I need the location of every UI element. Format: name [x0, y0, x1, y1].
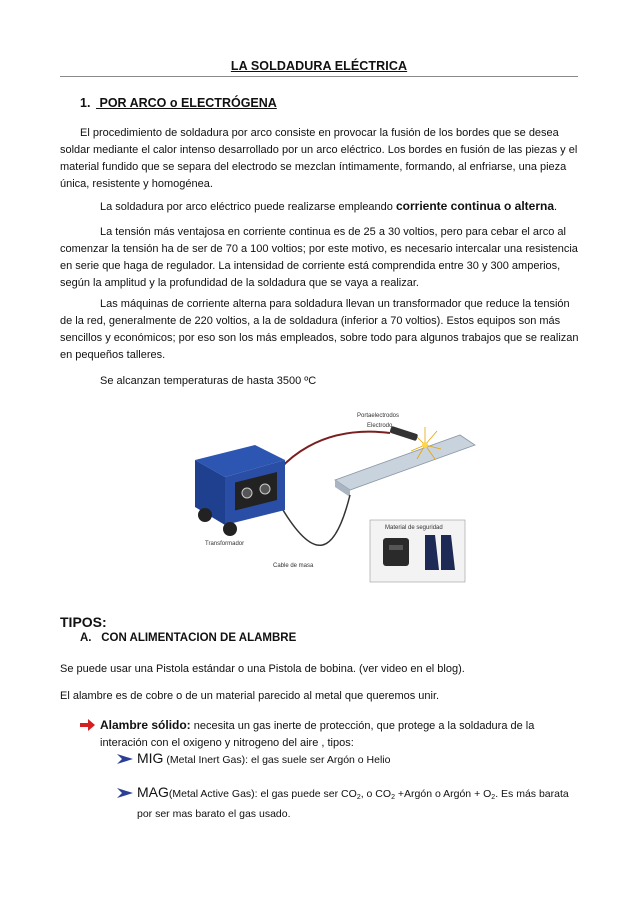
- ground-cable: [280, 495, 350, 545]
- paragraph-voltage: [60, 224, 580, 292]
- paragraph-current-text: La soldadura por arco eléctrico puede realizarse empleando: [100, 201, 396, 213]
- types-heading: TIPOS:: [60, 614, 107, 630]
- label-cable-masa: Cable de masa: [273, 563, 314, 569]
- mig-name: MIG: [137, 750, 164, 766]
- wheel-icon: [198, 508, 212, 522]
- label-electrodo: Electrodo: [367, 423, 393, 429]
- mag-sub-3: 2: [491, 794, 496, 801]
- paragraph-current: [60, 198, 580, 216]
- section-title: POR ARCO o ELECTRÓGENA: [99, 96, 277, 110]
- wheel-icon: [223, 522, 237, 536]
- paragraph-intro: [60, 125, 580, 193]
- paragraph-current-bold: corriente continua o alterna: [395, 199, 555, 213]
- title-divider: [60, 76, 578, 77]
- mig-text: (Metal Inert Gas): el gas suele ser Argón o Helio: [163, 754, 391, 766]
- mag-name: MAG: [137, 784, 169, 800]
- mag-text-3: +Argón o Argón + O: [394, 788, 492, 800]
- paragraph-alternating: [60, 296, 580, 364]
- label-transformador: Transformador: [205, 541, 245, 547]
- section-number: 1.: [80, 96, 91, 110]
- paragraph-wire: El alambre es de cobre o de un material parecido al metal que queremos unir.: [60, 690, 440, 702]
- blue-arrowhead-icon: [117, 788, 133, 798]
- document-title: LA SOLDADURA ELÉCTRICA: [230, 59, 408, 73]
- section-heading: [80, 96, 277, 110]
- mag-text-4: . Es más barata por ser mas barato el gas usado.: [137, 788, 569, 820]
- mag-text-2: , o CO: [360, 788, 392, 800]
- mag-sub-2: 2: [391, 794, 395, 801]
- bullet-solid-wire-text: necesita un gas inerte de protección, que protege a la soldadura de la interación con el oxigeno y nitrogeno del aire , tipos:: [100, 720, 535, 749]
- bullet-solid-wire-title: Alambre sólido:: [100, 718, 191, 732]
- label-portaelectrodos: Portaelectrodos: [357, 413, 400, 419]
- subsection-title: CON ALIMENTACION DE ALAMBRE: [101, 632, 297, 644]
- dial-icon: [260, 484, 270, 494]
- mag-text-1: (Metal Active Gas): el gas puede ser CO: [168, 788, 357, 800]
- paragraph-pistol: Se puede usar una Pistola estándar o una Pistola de bobina. (ver video en el blog).: [60, 663, 465, 675]
- workpiece: [335, 435, 475, 490]
- red-arrow-icon: [80, 719, 95, 731]
- arc-welding-illustration: [185, 405, 485, 585]
- mag-sub-1: 2: [356, 794, 361, 801]
- label-material-seguridad: Material de seguridad: [385, 525, 443, 531]
- arc-glow: [422, 442, 428, 448]
- paragraph-current-end: .: [554, 201, 558, 213]
- paragraph-voltage-text: La tensión más ventajosa en corriente continua es de 25 a 30 voltios, pero para cebar el arco al comenzar la tensión ha de ser de 70 a 100 voltios; por este motivo, es necesario intercalar una resistencia en serie que haga de regulador. La intensidad de corriente está comprendida entre 30 y 300 amperios, según la amplitud y la profundidad de la soldadura que se vaya a realizar.: [60, 226, 578, 289]
- paragraph-temperature: [60, 373, 580, 390]
- electrode-holder: [389, 426, 418, 441]
- subsection-a: [80, 632, 296, 644]
- paragraph-intro-text: El procedimiento de soldadura por arco consiste en provocar la fusión de los bordes que se desea soldar mediante el calor intenso desarrollado por un arco eléctrico. Los bordes en fusión de las piezas y el material fundido que se separa del electrodo se mezclan íntimamente, formando, al enfriarse, una pieza única, resistente y homogénea.: [60, 127, 578, 190]
- paragraph-temperature-text: Se alcanzan temperaturas de hasta 3500 ºC: [100, 375, 317, 387]
- subsection-letter: A.: [80, 632, 92, 644]
- blue-arrowhead-icon: [117, 754, 133, 764]
- dial-icon: [242, 488, 252, 498]
- paragraph-alternating-text: Las máquinas de corriente alterna para soldadura llevan un transformador que reduce la tensión de la red, generalmente de 220 voltios, a la de soldadura (inferior a 70 voltios). Estos equipos son más sencillos y económicos; por eso son los más empleados, sobre todo para algunos trabajos que se realizan en pequeños talleres.: [60, 298, 579, 361]
- welding-mask-icon: [383, 538, 409, 566]
